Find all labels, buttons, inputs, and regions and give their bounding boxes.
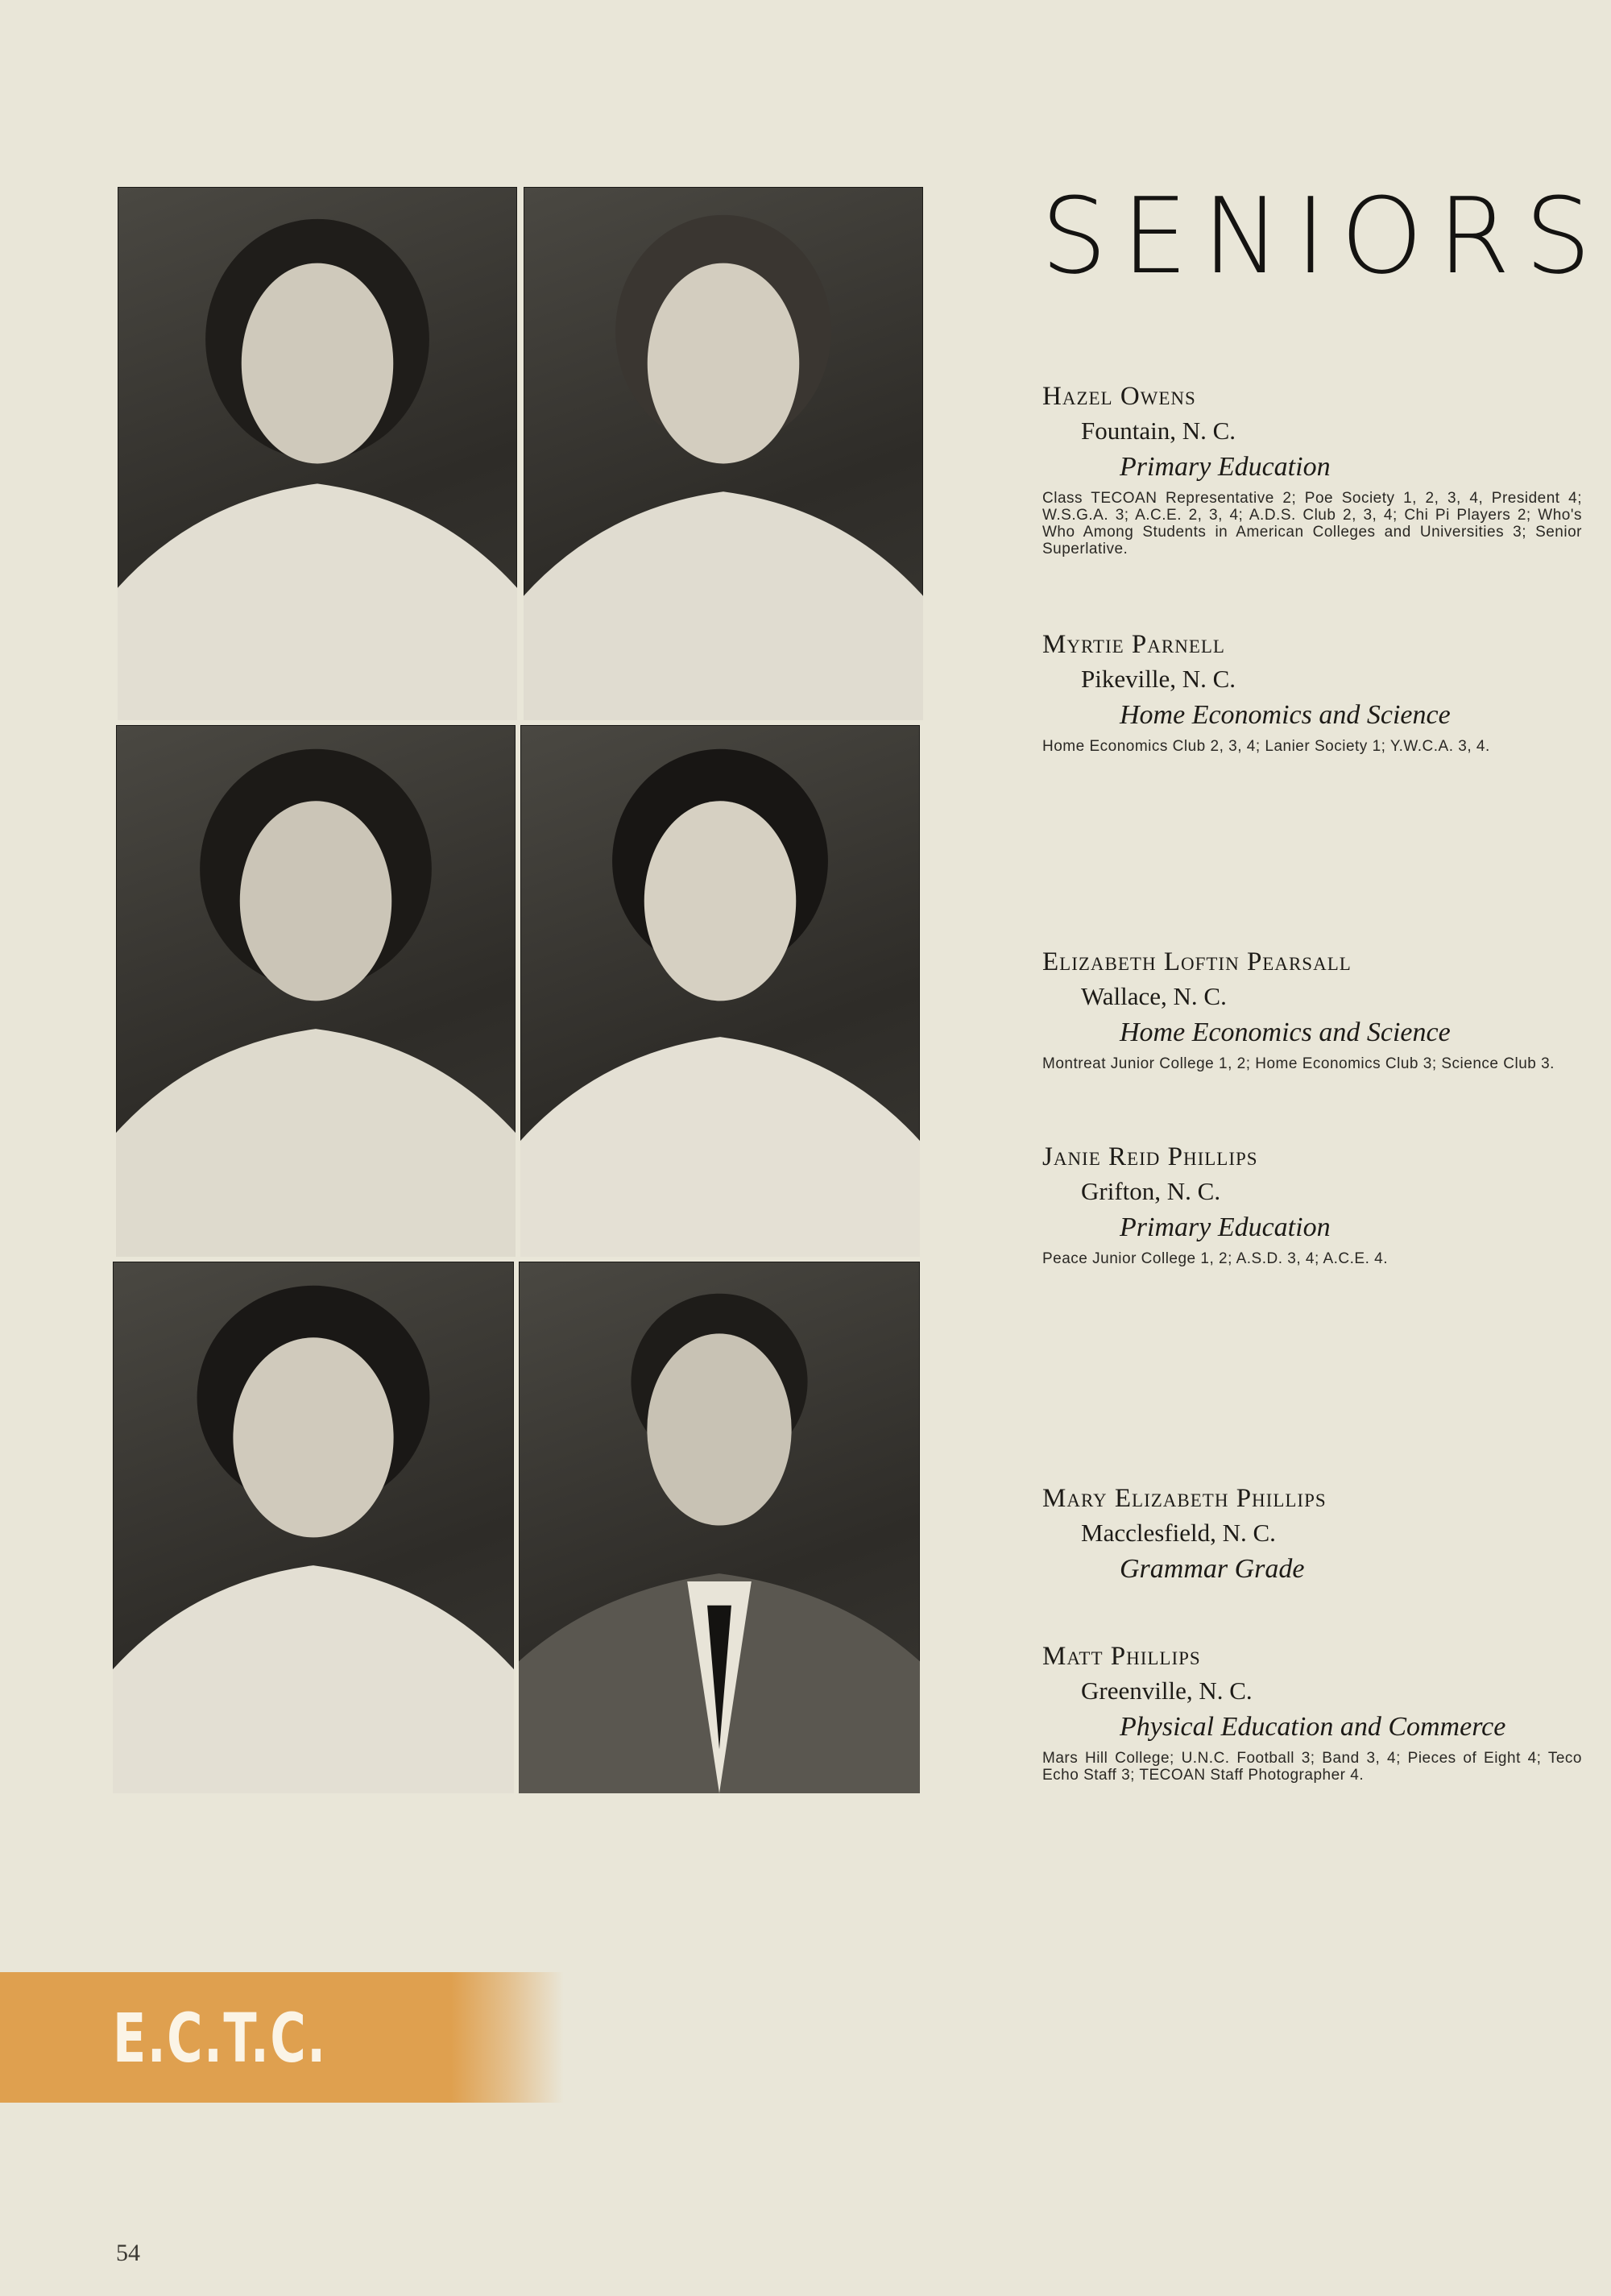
senior-name: Elizabeth Loftin Pearsall [1042, 947, 1352, 976]
senior-hometown: Wallace, N. C. [1081, 982, 1227, 1010]
senior-major: Grammar Grade [1120, 1554, 1305, 1584]
senior-activities: Montreat Junior College 1, 2; Home Economics Club 3; Science Club 3. [1042, 1055, 1555, 1072]
portrait-photo [113, 1262, 514, 1793]
senior-hometown: Fountain, N. C. [1081, 417, 1236, 445]
senior-major: Physical Education and Commerce [1120, 1712, 1506, 1742]
college-banner [0, 1972, 564, 2103]
senior-activities: Home Economics Club 2, 3, 4; Lanier Society 1; Y.W.C.A. 3, 4. [1042, 738, 1490, 755]
senior-name: Matt Phillips [1042, 1642, 1201, 1671]
portrait-figure [520, 725, 920, 1257]
senior-name: Hazel Owens [1042, 382, 1196, 411]
senior-name: Janie Reid Phillips [1042, 1142, 1258, 1171]
senior-entry [1042, 1139, 1582, 1267]
senior-major: Primary Education [1120, 452, 1331, 482]
senior-hometown: Macclesfield, N. C. [1081, 1519, 1276, 1547]
portrait-photo [524, 187, 923, 720]
senior-name: Mary Elizabeth Phillips [1042, 1484, 1327, 1513]
portrait-figure [116, 725, 516, 1257]
senior-activities: Peace Junior College 1, 2; A.S.D. 3, 4; A.C.E. 4. [1042, 1250, 1389, 1267]
portrait-figure [113, 1262, 514, 1793]
portrait-figure [524, 187, 923, 720]
senior-major: Primary Education [1120, 1212, 1331, 1242]
senior-entry [1042, 627, 1582, 755]
senior-activities: Mars Hill College; U.N.C. Football 3; Band 3, 4; Pieces of Eight 4; Teco Echo Staff 3; TECOAN Staff Photographer 4. [1042, 1750, 1582, 1784]
portrait-photo [116, 725, 516, 1257]
senior-hometown: Greenville, N. C. [1081, 1676, 1253, 1705]
portrait-photo [519, 1262, 920, 1793]
senior-name: Myrtie Parnell [1042, 630, 1225, 659]
senior-activities: Class TECOAN Representative 2; Poe Society 1, 2, 3, 4, President 4; W.S.G.A. 3; A.C.E. 2, 3, 4; A.D.S. Club 2, 3, 4; Chi Pi Players 2; Who's Who Among Students in American Colleges and Universities 3; Senior Superlative. [1042, 490, 1582, 557]
portrait-figure [118, 187, 517, 720]
senior-hometown: Grifton, N. C. [1081, 1177, 1221, 1205]
senior-entry [1042, 1639, 1582, 1784]
senior-entry [1042, 944, 1582, 1072]
page-title: SENIORS [1041, 175, 1606, 297]
senior-entry [1042, 1481, 1582, 1589]
page-number: 54 [116, 2240, 140, 2266]
portrait-photo [118, 187, 517, 720]
portrait-photo [520, 725, 920, 1257]
senior-major: Home Economics and Science [1120, 700, 1451, 730]
senior-entry [1042, 379, 1582, 557]
portrait-grid [111, 187, 923, 1793]
banner-label: E.C.T.C. [113, 1999, 327, 2078]
portrait-figure [519, 1262, 920, 1793]
senior-hometown: Pikeville, N. C. [1081, 665, 1236, 693]
senior-major: Home Economics and Science [1120, 1017, 1451, 1047]
